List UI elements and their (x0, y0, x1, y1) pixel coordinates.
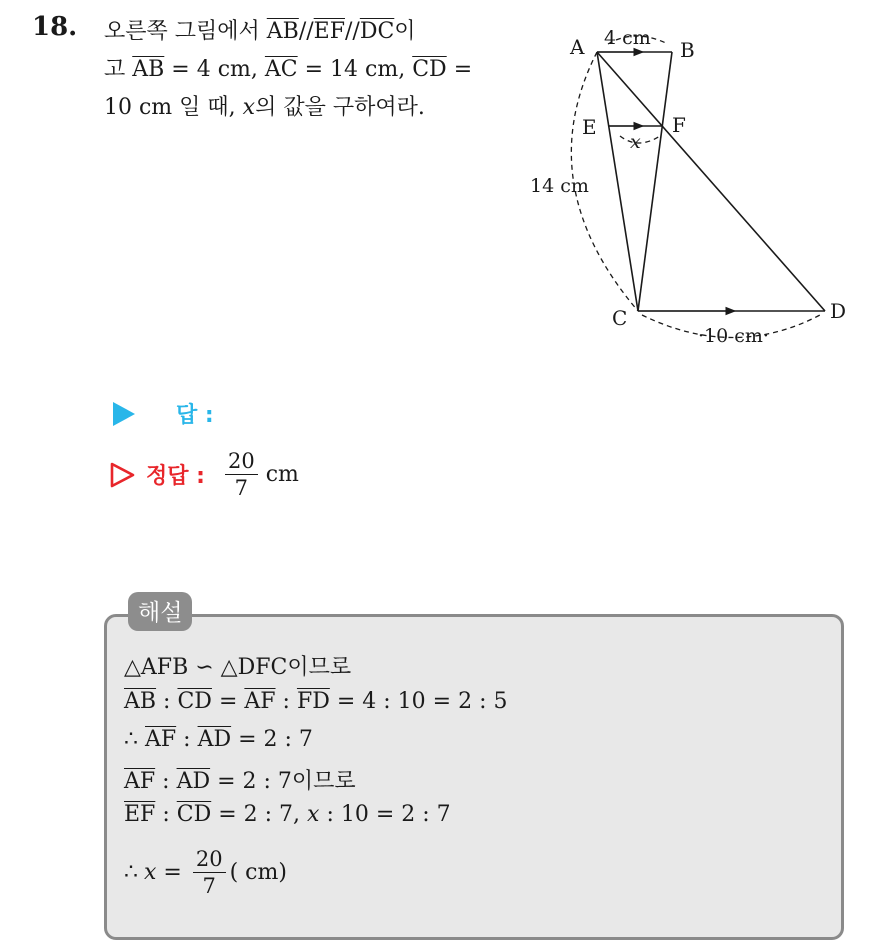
play-triangle-icon (112, 401, 136, 427)
solution-line-6: ∴ x = $\frac{20}{7}$ ( cm) (124, 847, 287, 899)
question-line-2: 고 $\overline{AB} = 4$ cm, $\overline{AC} = 14$ cm, $\overline{CD}$ = (104, 57, 473, 82)
segment-bc (638, 52, 672, 311)
point-c-label: C (612, 306, 628, 330)
answer-label: 답 : (176, 403, 214, 428)
solution-line-1: △AFB ∽ △DFC이므로 (124, 655, 352, 680)
geometry-figure (520, 14, 860, 354)
label-ab-length: 4 cm (604, 27, 651, 49)
solution-line-4: $\overline{AF}$ : $\overline{AD} = 2$ : 7이므로 (124, 769, 356, 794)
question-line-1: 오른쪽 그림에서 $\overline{AB}//\overline{EF}//\overline{DC}$이 (104, 19, 416, 44)
label-x: x (630, 131, 641, 153)
label-cd-length: ·10 cm· (698, 325, 769, 347)
correct-answer-row (110, 450, 299, 499)
label-ac-length: 14 cm (530, 175, 589, 197)
solution-tag: 해설 (128, 592, 192, 631)
point-f-label: F (672, 113, 686, 137)
point-d-label: D (830, 299, 847, 323)
correct-answer-label: 정답 : (146, 464, 205, 490)
solution-line-2: $\overline{AB}$ : $\overline{CD} = \overline{AF}$ : $\overline{FD} = 4$ : 10 = 2 : 5 (124, 689, 508, 714)
answer-row (112, 398, 214, 429)
correct-answer-unit: cm (265, 462, 299, 488)
solution-line-3: ∴ $\overline{AF}$ : $\overline{AD} = 2$ : 7 (124, 727, 313, 752)
question-line-3: 10 cm 일 때, x의 값을 구하여라. (104, 95, 425, 120)
point-e-label: E (582, 115, 597, 139)
correct-answer-fraction: $\frac{20}{7}$ (225, 450, 258, 499)
point-a-label: A (570, 35, 585, 59)
question-number: 18. (32, 12, 78, 42)
point-b-label: B (680, 38, 695, 62)
solution-line-5: $\overline{EF}$ : $\overline{CD} = 2$ : 7, x : 10 = 2 : 7 (124, 802, 451, 827)
outline-triangle-icon (110, 462, 136, 488)
answer-input[interactable] (230, 398, 530, 428)
solution-fraction: $\frac{20}{7}$ (193, 848, 226, 897)
